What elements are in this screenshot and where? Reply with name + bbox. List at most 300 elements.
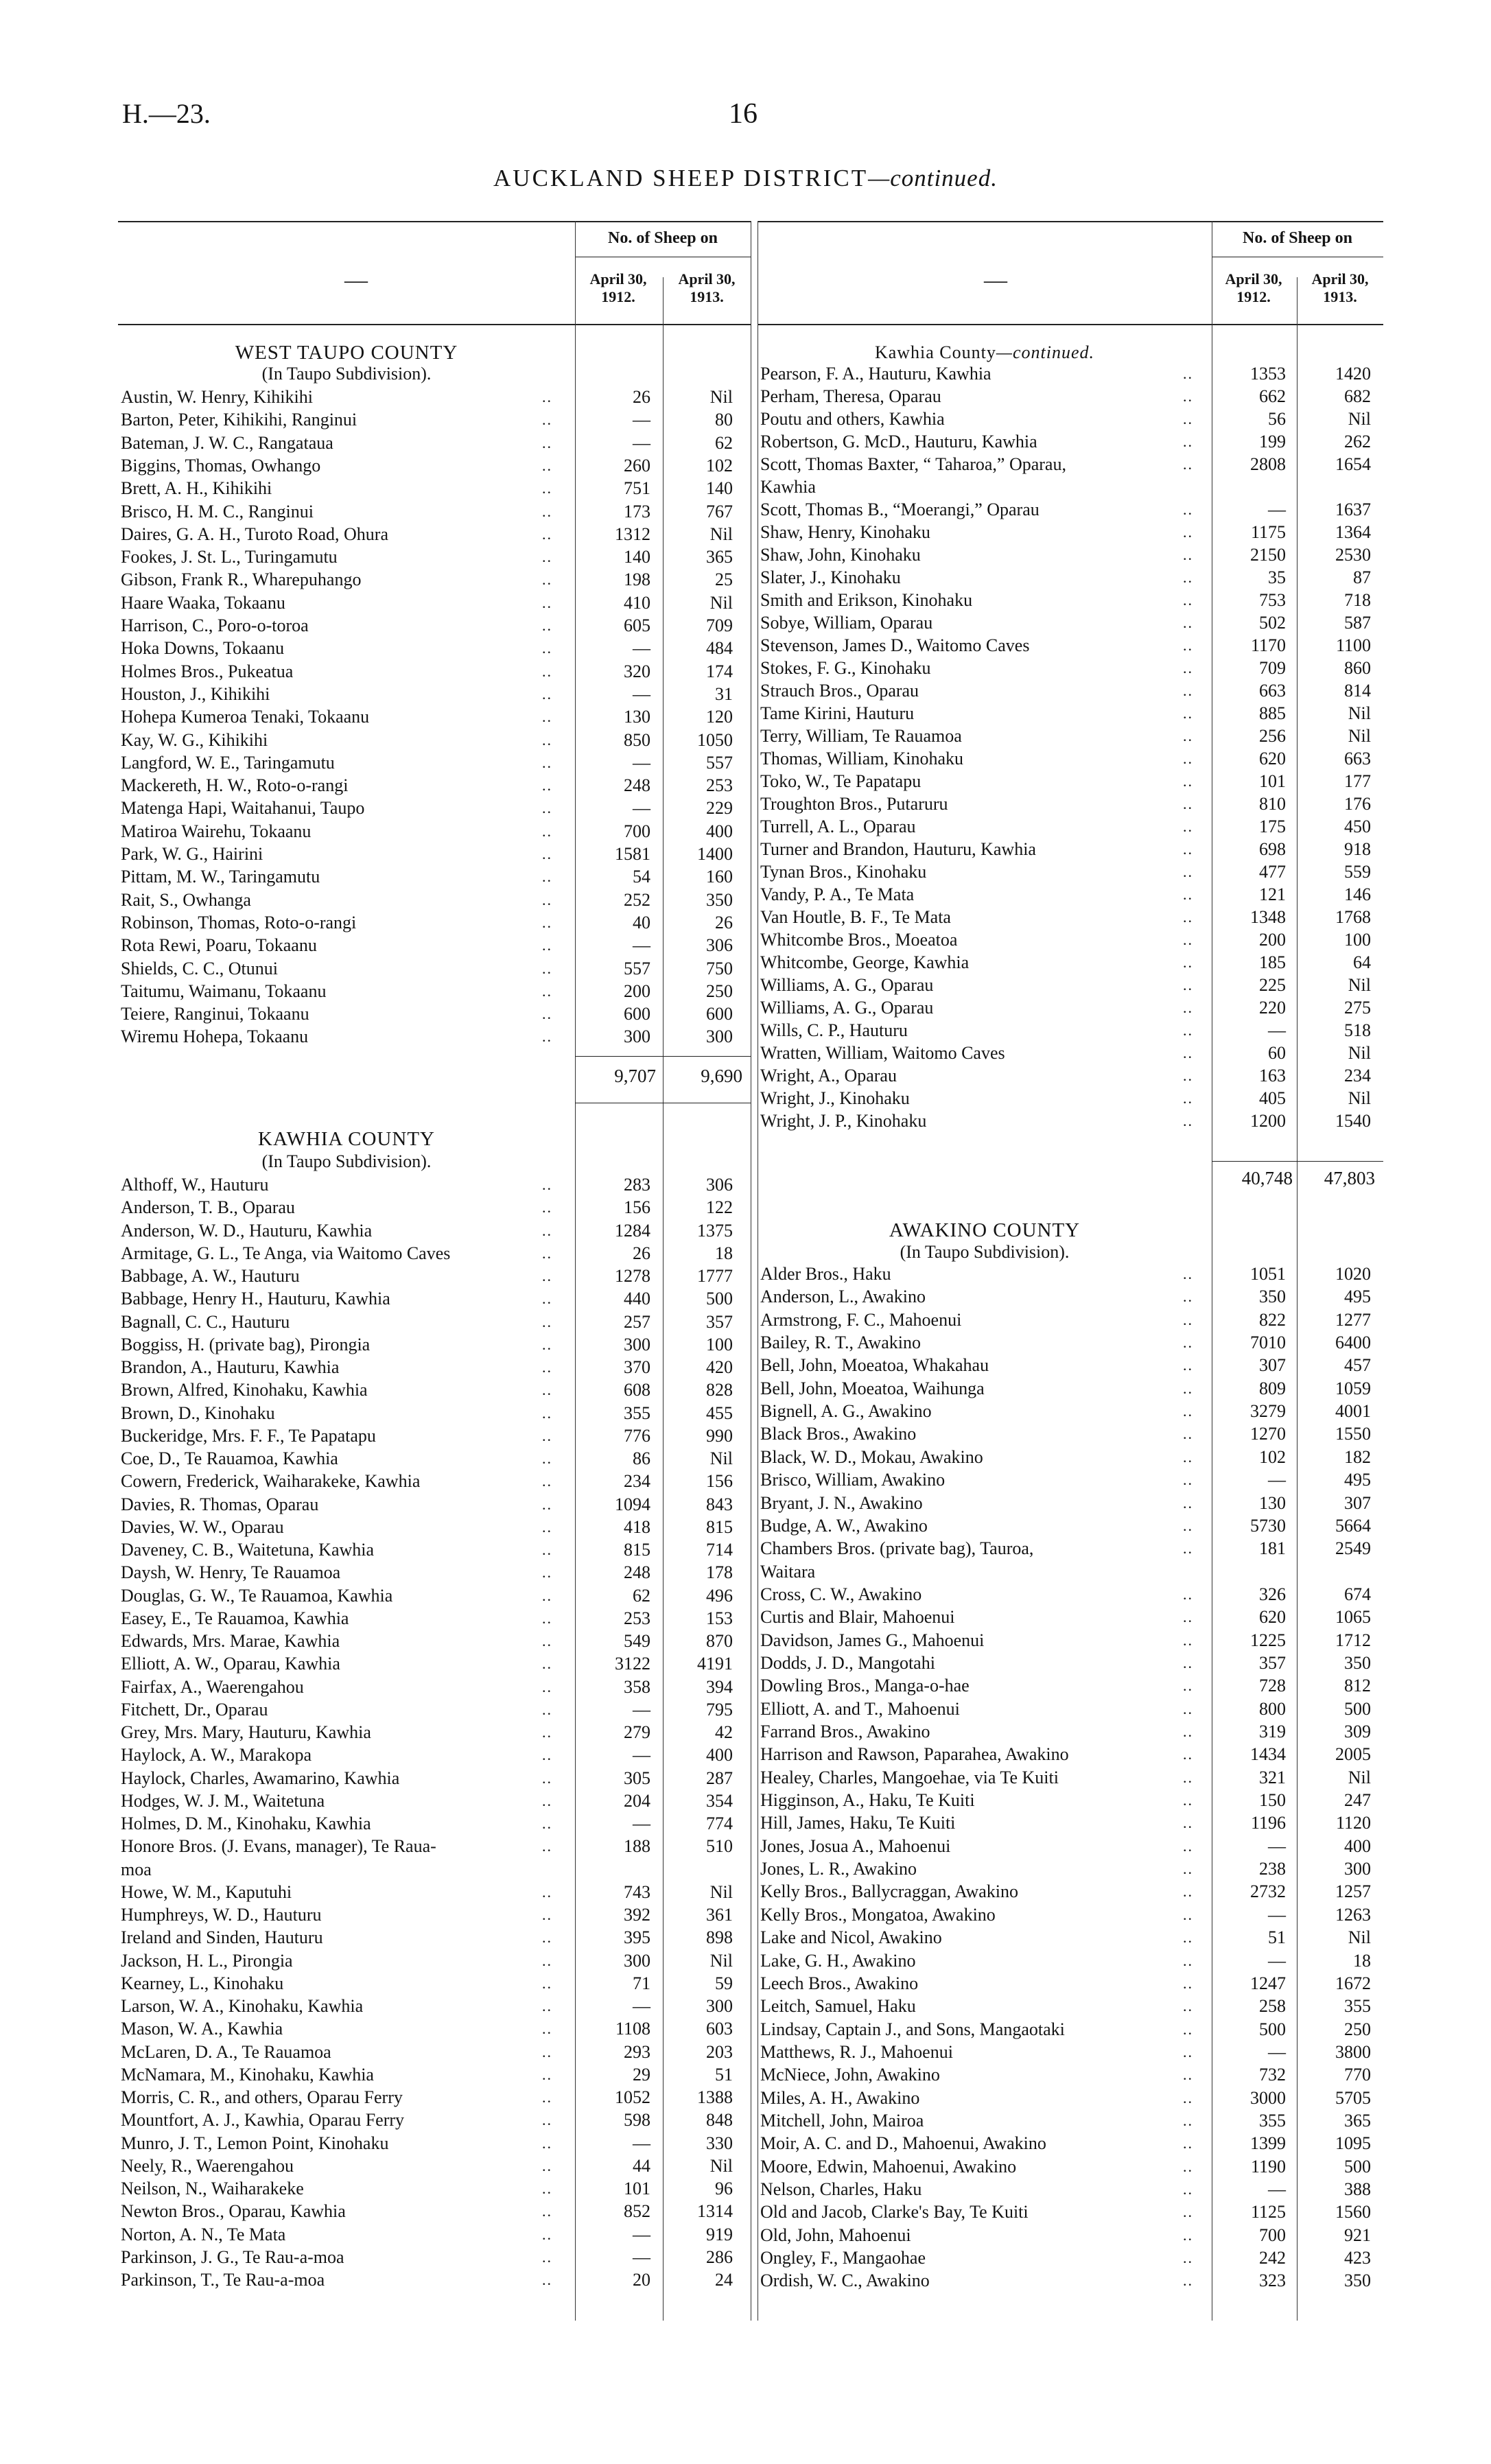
sheep-1912: 102: [1259, 1446, 1286, 1467]
table-row: [758, 1470, 1383, 1490]
leader-dots: ..: [1183, 841, 1193, 858]
holder-name: Fairfax, A., Waerengahou: [121, 1676, 304, 1697]
holder-name: Easey, E., Te Rauamoa, Kawhia: [121, 1608, 349, 1628]
leader-dots: ..: [542, 1815, 552, 1832]
sheep-1913: 96: [715, 2179, 733, 2198]
holder-name: Kelly Bros., Mongatoa, Awakino: [760, 1904, 996, 1925]
holder-name: Haylock, Charles, Awamarino, Kawhia: [121, 1768, 400, 1788]
sheep-1913: Nil: [709, 387, 733, 407]
sheep-1912: 307: [1259, 1355, 1286, 1376]
right-column: [758, 221, 1383, 2321]
sheep-1913: 1120: [1335, 1813, 1371, 1833]
table-row: [118, 1859, 751, 1880]
section-subtitle-west-taupo: (In Taupo Subdivision).: [261, 364, 432, 384]
year-1913-year: 1913.: [1323, 288, 1357, 305]
holder-name: Matthews, R. J., Mahoenui: [760, 2041, 953, 2062]
table-row: [118, 1973, 751, 1994]
sheep-1913: 714: [706, 1540, 733, 1560]
holder-name: Taitumu, Waimanu, Tokaanu: [121, 981, 327, 1001]
leader-dots: ..: [542, 456, 552, 474]
table-row: [118, 410, 751, 430]
sheep-1912: 1284: [615, 1220, 650, 1241]
table-row: [118, 1335, 751, 1355]
year-1913-date: April 30,: [1311, 270, 1369, 288]
sheep-1913: 1277: [1335, 1309, 1371, 1330]
table-row: [758, 1584, 1383, 1605]
leader-dots: ..: [1183, 1265, 1193, 1282]
sheep-1913: 31: [715, 683, 733, 704]
leader-dots: ..: [542, 959, 552, 977]
sheep-1912: 1434: [1250, 1744, 1286, 1765]
holder-name: Daveney, C. B., Waitetuna, Kawhia: [121, 1540, 375, 1560]
sheep-1912: 3279: [1250, 1401, 1286, 1422]
leader-dots: ..: [1183, 1814, 1193, 1832]
table-row: [758, 500, 1383, 520]
sheep-1913: 559: [1344, 862, 1371, 882]
sheep-1912: 3122: [615, 1654, 650, 1674]
table-row: [118, 1357, 751, 1378]
table-row: [118, 867, 751, 887]
holder-name: Buckeridge, Mrs. F. F., Te Papatapu: [121, 1425, 376, 1446]
leader-dots: ..: [1183, 569, 1193, 586]
sheep-1912: 140: [624, 547, 650, 567]
sheep-1913: 203: [706, 2041, 733, 2062]
holder-name: Matiroa Wairehu, Tokaanu: [121, 821, 312, 841]
holder-name: Thomas, William, Kinohaku: [760, 749, 963, 768]
holder-name: Alder Bros., Haku: [760, 1264, 891, 1284]
holder-name: Stokes, F. G., Kinohaku: [760, 658, 931, 678]
sheep-1912: 1312: [615, 524, 650, 544]
sheep-1912: 1190: [1250, 2156, 1286, 2176]
sheep-1913: 350: [1344, 1652, 1371, 1673]
kawhia-total-1912: 40,748: [1241, 1168, 1293, 1188]
sheep-1912: 852: [624, 2201, 650, 2222]
sheep-1912: —: [633, 1996, 650, 2016]
table-row: [758, 2202, 1383, 2222]
table-row: [758, 2042, 1383, 2063]
sheep-1913: 812: [1344, 1676, 1371, 1696]
sheep-1913: 1059: [1335, 1378, 1371, 1398]
sheep-1913: 2530: [1335, 545, 1371, 565]
holder-name: Cross, C. W., Awakino: [760, 1584, 922, 1604]
leader-dots: ..: [1183, 886, 1193, 903]
sheep-1913: 663: [1344, 749, 1371, 768]
sheep-1912: 238: [1259, 1859, 1286, 1879]
leader-dots: ..: [1183, 1792, 1193, 1809]
sheep-1912: 7010: [1250, 1333, 1286, 1353]
table-row: [758, 1264, 1383, 1284]
table-row: [758, 1607, 1383, 1628]
leader-dots: ..: [542, 822, 552, 840]
sheep-1913: 919: [706, 2224, 733, 2244]
sheep-1913: 59: [715, 1973, 733, 1993]
sheep-1912: 700: [624, 821, 650, 841]
sheep-1913: Nil: [1348, 726, 1371, 746]
holder-name: Brisco, H. M. C., Ranginui: [121, 501, 314, 521]
sheep-1913: 18: [1353, 1950, 1371, 1971]
holder-name: Austin, W. Henry, Kihikihi: [121, 387, 313, 407]
sheep-1913: 25: [715, 570, 733, 590]
holder-name: Wills, C. P., Hauturu: [760, 1020, 908, 1040]
sheep-1912: 54: [633, 867, 650, 887]
sheep-1912: 320: [624, 661, 650, 681]
leader-dots: ..: [1183, 501, 1193, 518]
leader-dots: ..: [1183, 2043, 1193, 2061]
leader-dots: ..: [1183, 863, 1193, 880]
sheep-1912: 1270: [1250, 1424, 1286, 1444]
leader-dots: ..: [542, 2111, 552, 2129]
sheep-1913: 500: [706, 1289, 733, 1309]
sheep-1913: 361: [706, 1905, 733, 1925]
leader-dots: ..: [542, 868, 552, 886]
sheep-1913: 250: [1344, 2019, 1371, 2039]
sheep-1913: 100: [1344, 930, 1371, 950]
leader-dots: ..: [542, 1700, 552, 1718]
sheep-1912: 156: [624, 1197, 650, 1218]
sheep-1912: 440: [624, 1289, 650, 1309]
sheep-1913: 354: [706, 1790, 733, 1811]
leader-dots: ..: [542, 2248, 552, 2266]
table-row: [118, 1221, 751, 1241]
table-row: [118, 821, 751, 842]
table-row: [118, 1540, 751, 1560]
name-column-header: —: [344, 268, 368, 293]
year-1912-date: April 30,: [589, 270, 647, 288]
sheep-1912: 20: [633, 2270, 650, 2290]
leader-dots: ..: [542, 777, 552, 795]
table-row: [118, 2065, 751, 2085]
sheep-1913: 300: [1344, 1859, 1371, 1879]
sheep-1913: 774: [706, 1814, 733, 1833]
holder-name: Scott, Thomas B., “Moerangi,” Oparau: [760, 500, 1040, 519]
sheep-1912: 300: [624, 1026, 650, 1047]
table-row: [758, 1310, 1383, 1330]
sheep-1912: 51: [1268, 1927, 1286, 1948]
leader-dots: ..: [542, 2020, 552, 2038]
table-row: [118, 2087, 751, 2108]
leader-dots: ..: [542, 1359, 552, 1376]
leader-dots: ..: [1183, 1837, 1193, 1855]
holder-name: Leech Bros., Awakino: [760, 1973, 919, 1993]
sheep-1913: 921: [1344, 2225, 1371, 2245]
table-row: [758, 1881, 1383, 1902]
sheep-1912: 395: [624, 1927, 650, 1948]
sheep-1913: 140: [706, 478, 733, 499]
holder-name: Bryant, J. N., Awakino: [760, 1492, 923, 1513]
sheep-1913: 51: [715, 2064, 733, 2085]
holder-name: Lake and Nicol, Awakino: [760, 1927, 942, 1948]
holder-name: Holmes Bros., Pukeatua: [121, 661, 294, 681]
sheep-1913: 1100: [1335, 635, 1371, 655]
holder-name: Neilson, N., Waiharakeke: [121, 2179, 304, 2198]
leader-dots: ..: [542, 2180, 552, 2197]
sheep-1912: 35: [1268, 567, 1286, 587]
holder-name: Terry, William, Te Rauamoa: [760, 726, 962, 746]
holder-name: Shaw, Henry, Kinohaku: [760, 522, 930, 542]
sheep-1913: 587: [1344, 613, 1371, 633]
sheep-1913: 990: [706, 1425, 733, 1446]
sheep-1913: 229: [706, 798, 733, 819]
leader-dots: ..: [1183, 2111, 1193, 2129]
table-row: [118, 1905, 751, 1925]
leader-dots: ..: [1183, 433, 1193, 450]
leader-dots: ..: [1183, 795, 1193, 812]
table-row: [118, 730, 751, 751]
sheep-1913: 24: [715, 2270, 733, 2290]
year-1913-date: April 30,: [678, 270, 736, 288]
sheep-1912: 220: [1259, 998, 1286, 1018]
holder-name: Old, John, Mahoenui: [760, 2225, 911, 2245]
sheep-1912: 62: [633, 1585, 650, 1606]
sheep-1913: 1672: [1335, 1973, 1371, 1993]
leader-dots: ..: [542, 434, 552, 451]
sheep-1913: 102: [706, 455, 733, 476]
holder-name: Anderson, L., Awakino: [760, 1287, 926, 1307]
leader-dots: ..: [1183, 2157, 1193, 2175]
sheep-1912: 101: [1259, 771, 1286, 791]
sheep-1912: 355: [1259, 2110, 1286, 2131]
leader-dots: ..: [1183, 524, 1193, 541]
year-1912-year: 1912.: [601, 288, 635, 305]
table-row: [758, 1653, 1383, 1674]
leader-dots: ..: [542, 891, 552, 908]
holder-name: Black Bros., Awakino: [760, 1424, 917, 1444]
sheep-1913: 898: [706, 1927, 733, 1948]
sheep-1913: 557: [706, 752, 733, 773]
sheep-1912: 175: [1259, 817, 1286, 836]
table-row: [758, 1493, 1383, 1514]
holder-name: Brown, Alfred, Kinohaku, Kawhia: [121, 1380, 368, 1400]
leader-dots: ..: [1183, 1905, 1193, 1923]
holder-name: Williams, A. G., Oparau: [760, 975, 934, 995]
table-row: [758, 590, 1383, 611]
table-row: [118, 1026, 751, 1047]
table-row: [758, 2019, 1383, 2040]
table-row: [758, 862, 1383, 882]
sheep-1913: 5705: [1335, 2087, 1371, 2108]
leader-dots: ..: [542, 1176, 552, 1193]
holder-name: Kawhia: [760, 477, 816, 497]
table-row: [758, 1859, 1383, 1879]
table-row: [758, 1516, 1383, 1536]
sheep-1913: 3800: [1335, 2041, 1371, 2062]
leader-dots: ..: [1183, 1090, 1193, 1107]
table-row: [118, 478, 751, 499]
sheep-1913: 828: [706, 1380, 733, 1400]
leader-dots: ..: [542, 799, 552, 817]
sheep-1913: 300: [706, 1996, 733, 2016]
holder-name: Elliott, A. and T., Mahoenui: [760, 1698, 960, 1719]
leader-dots: ..: [542, 2089, 552, 2106]
leader-dots: ..: [1183, 1540, 1193, 1558]
table-row: [118, 1471, 751, 1492]
table-row: [758, 1333, 1383, 1353]
table-row: [118, 890, 751, 911]
table-row: [758, 1088, 1383, 1109]
sheep-1913: 496: [706, 1585, 733, 1606]
holder-name: Bateman, J. W. C., Rangataua: [121, 432, 333, 453]
sheep-1912: 293: [624, 2041, 650, 2062]
leader-dots: ..: [1183, 456, 1193, 473]
sheep-1912: 728: [1259, 1676, 1286, 1696]
sheep-1912: 283: [624, 1175, 650, 1195]
sheep-1913: 495: [1344, 1287, 1371, 1307]
holder-name: Wright, A., Oparau: [760, 1066, 897, 1086]
holder-name: Bell, John, Moeatoa, Whakahau: [760, 1355, 989, 1376]
sheep-1912: 1094: [615, 1494, 650, 1514]
sheep-1913: 1257: [1335, 1881, 1371, 1902]
table-row: [758, 454, 1383, 475]
sheep-1913: Nil: [709, 524, 733, 544]
leader-dots: ..: [542, 1769, 552, 1787]
sheep-1913: 770: [1344, 2065, 1371, 2085]
table-row: [758, 1676, 1383, 1696]
table-row: [758, 1447, 1383, 1468]
section-title-awakino: AWAKINO COUNTY: [889, 1219, 1081, 1241]
holder-name: Tynan Bros., Kinohaku: [760, 862, 927, 882]
sheep-1912: 355: [624, 1403, 650, 1423]
holder-name: Budge, A. W., Awakino: [760, 1515, 928, 1536]
leader-dots: ..: [542, 388, 552, 406]
sheep-1913: 1550: [1335, 1424, 1371, 1444]
sheep-1913: 307: [1344, 1492, 1371, 1513]
sheep-count-header: No. of Sheep on: [607, 229, 718, 247]
holder-name: Haylock, A. W., Marakopa: [121, 1745, 312, 1765]
leader-dots: ..: [1183, 1997, 1193, 2015]
table-row: [118, 1654, 751, 1674]
table-row: [758, 1355, 1383, 1376]
holder-name: Lake, G. H., Awakino: [760, 1950, 916, 1971]
holder-name: Davidson, James G., Mahoenui: [760, 1630, 985, 1650]
holder-name: Howe, W. M., Kaputuhi: [121, 1881, 292, 1902]
holder-name: Smith and Erikson, Kinohaku: [760, 590, 973, 610]
holder-name: Mason, W. A., Kawhia: [121, 2019, 283, 2039]
leader-dots: ..: [542, 685, 552, 703]
holder-name: Chambers Bros. (private bag), Tauroa,: [760, 1538, 1034, 1559]
sheep-1913: 2549: [1335, 1538, 1371, 1559]
sheep-1912: 40: [633, 912, 650, 932]
holder-name: Holmes, D. M., Kinohaku, Kawhia: [121, 1814, 371, 1833]
leader-dots: ..: [542, 640, 552, 657]
leader-dots: ..: [542, 1541, 552, 1558]
sheep-1912: 173: [624, 501, 650, 521]
sheep-1912: 253: [624, 1608, 650, 1628]
sheep-1913: 309: [1344, 1722, 1371, 1741]
sheep-1913: 495: [1344, 1470, 1371, 1490]
year-1912-year: 1912.: [1236, 288, 1271, 305]
holder-name: Armitage, G. L., Te Anga, via Waitomo Caves: [121, 1243, 451, 1263]
table-row: [758, 794, 1383, 814]
sheep-1913: 262: [1344, 432, 1371, 451]
sheep-1912: 620: [1259, 1607, 1286, 1628]
holder-name: Whitcombe Bros., Moeatoa: [760, 930, 958, 950]
sheep-1913: Nil: [1348, 703, 1371, 723]
sheep-1913: 848: [706, 2110, 733, 2131]
holder-name: Bailey, R. T., Awakino: [760, 1333, 921, 1353]
sheep-1912: 1348: [1250, 907, 1286, 927]
holder-name: Biggins, Thomas, Owhango: [121, 455, 321, 476]
sheep-1913: 250: [706, 981, 733, 1001]
sheep-1912: 101: [624, 2179, 650, 2198]
sheep-1913: 350: [1344, 2271, 1371, 2291]
table-row: [758, 907, 1383, 928]
holder-name: Edwards, Mrs. Marae, Kawhia: [121, 1631, 340, 1651]
leader-dots: ..: [542, 913, 552, 931]
sheep-1913: Nil: [1348, 1043, 1371, 1063]
sheep-1912: 5730: [1250, 1515, 1286, 1536]
leader-dots: ..: [1183, 1494, 1193, 1512]
sheep-1912: 753: [1259, 590, 1286, 610]
holder-name: Kearney, L., Kinohaku: [121, 1973, 284, 1993]
table-row: [118, 2270, 751, 2290]
leader-dots: ..: [542, 1472, 552, 1490]
table-row: [118, 2247, 751, 2268]
table-row: [758, 613, 1383, 633]
table-row: [118, 1586, 751, 1606]
leader-dots: ..: [1183, 1929, 1193, 1947]
leader-dots: ..: [1183, 999, 1193, 1016]
leader-dots: ..: [1183, 1746, 1193, 1763]
holder-name: Wratten, William, Waitomo Caves: [760, 1043, 1005, 1063]
holder-name: Shaw, John, Kinohaku: [760, 545, 921, 565]
sheep-1912: 199: [1259, 432, 1286, 451]
leader-dots: ..: [1183, 659, 1193, 677]
leader-dots: ..: [1183, 388, 1193, 405]
holder-name: Haare Waaka, Tokaanu: [121, 592, 285, 613]
holder-name: Harrison, C., Poro-o-toroa: [121, 615, 309, 635]
sheep-1913: 4191: [697, 1654, 733, 1674]
table-row: [758, 2179, 1383, 2200]
holder-name: Newton Bros., Oparau, Kawhia: [121, 2201, 346, 2222]
leader-dots: ..: [1183, 773, 1193, 790]
table-row: [758, 884, 1383, 905]
sheep-1913: 357: [706, 1311, 733, 1332]
table-row: [118, 1004, 751, 1024]
leader-dots: ..: [1183, 1951, 1193, 1969]
leader-dots: ..: [1183, 2181, 1193, 2198]
sheep-1913: 160: [706, 867, 733, 887]
leader-dots: ..: [1183, 1022, 1193, 1039]
page-title: [0, 165, 1491, 192]
leader-dots: ..: [542, 2157, 552, 2174]
leader-dots: ..: [1183, 2249, 1193, 2267]
sheep-1913: 156: [706, 1471, 733, 1492]
sheep-1912: 358: [624, 1676, 650, 1697]
sheep-1913: 18: [715, 1243, 733, 1263]
sheep-1912: 256: [1259, 726, 1286, 746]
sheep-1912: 234: [624, 1471, 650, 1492]
sheep-1913: 455: [706, 1403, 733, 1423]
sheep-1912: 800: [1259, 1698, 1286, 1719]
table-row: [118, 1996, 751, 2017]
sheep-1912: 410: [624, 592, 650, 613]
leader-dots: ..: [542, 502, 552, 520]
table-row: [758, 1951, 1383, 1971]
sheep-1912: 163: [1259, 1066, 1286, 1086]
leader-dots: ..: [542, 731, 552, 749]
table-row: [758, 1630, 1383, 1651]
holder-name: Gibson, Frank R., Wharepuhango: [121, 570, 362, 590]
table-row: [758, 1927, 1383, 1948]
sheep-1912: —: [633, 935, 650, 956]
holder-name: Mackereth, H. W., Roto-o-rangi: [121, 775, 349, 796]
sheep-1912: 810: [1259, 794, 1286, 814]
kawhia-total-1913: 47,803: [1324, 1168, 1375, 1188]
sheep-1912: 3000: [1250, 2087, 1286, 2108]
sheep-1912: —: [1268, 1904, 1286, 1925]
sheep-1913: 306: [706, 935, 733, 956]
holder-name: Davies, W. W., Oparau: [121, 1516, 284, 1537]
